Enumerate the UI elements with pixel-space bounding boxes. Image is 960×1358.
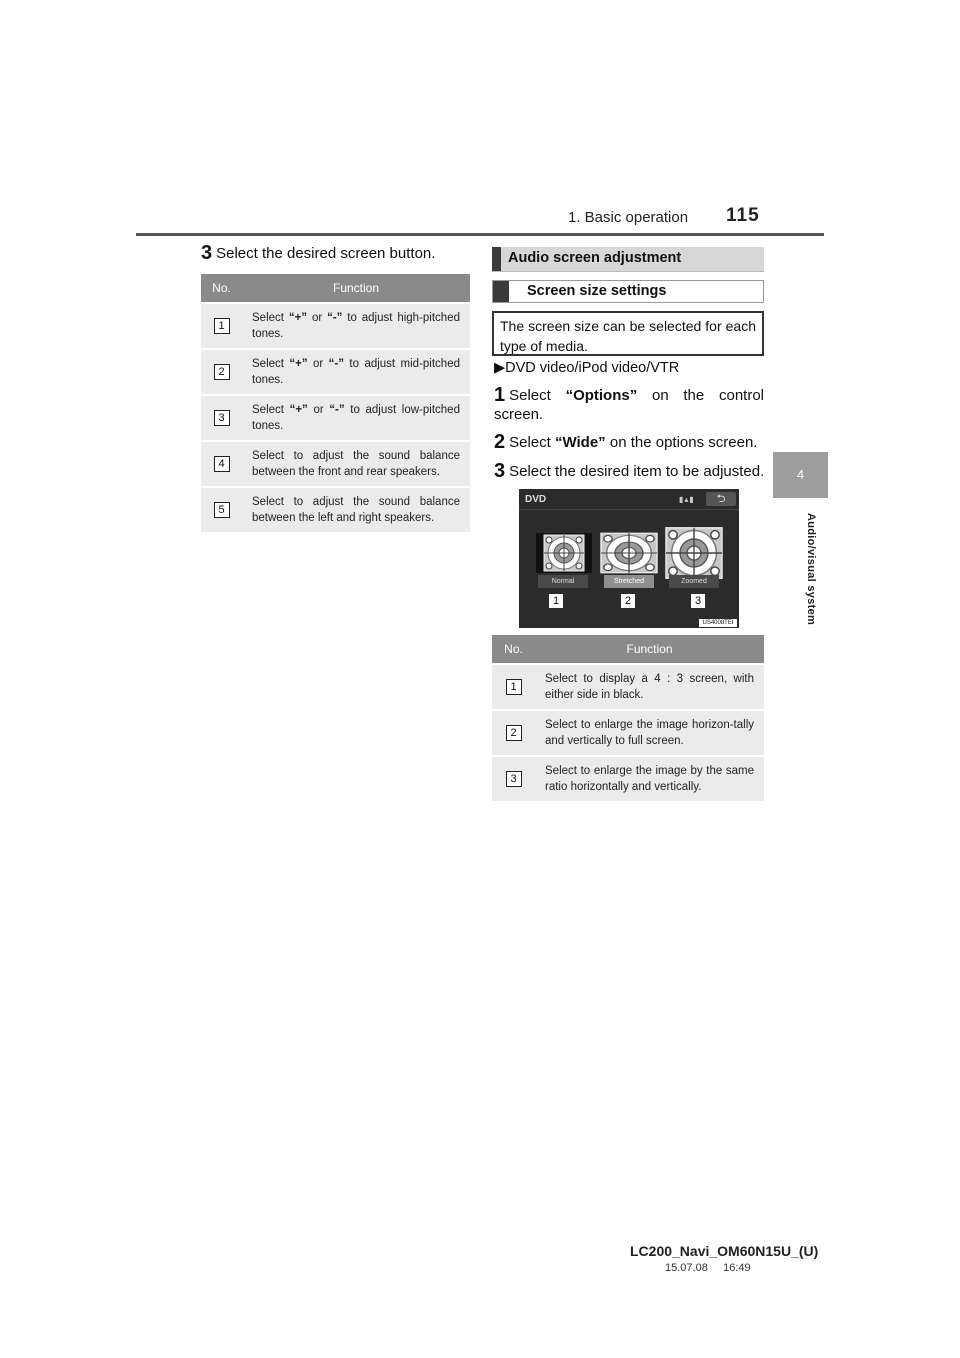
sound-function-table (201, 274, 470, 532)
media-bullet-text: DVD video/iPod video/VTR (505, 360, 680, 376)
row-number: 2 (214, 364, 230, 380)
table-row (492, 756, 764, 801)
col-no-header: No. (201, 274, 242, 303)
status-icons: ▮▴▮ (679, 495, 695, 504)
row-function: Select to enlarge the image by the same ratio horizontally and vertically. (535, 756, 764, 801)
source-label: DVD (525, 494, 547, 505)
header-rule (136, 233, 824, 236)
right-step-3: 3 Select the desired item to be adjusted. (494, 460, 765, 482)
table-row (201, 303, 470, 349)
row-function: Select to enlarge the image horizon-tally and vertically to full screen. (535, 710, 764, 756)
table-row (201, 441, 470, 487)
subsection-heading (492, 280, 764, 303)
step-number: 1 (494, 384, 506, 406)
row-number: 5 (214, 502, 230, 518)
right-step-2: 2 Select “Wide” on the options screen. (494, 431, 758, 453)
row-function: Select to adjust the sound balance between the front and rear speakers. (242, 441, 470, 487)
screen-size-table (492, 635, 764, 801)
section-title: 1. Basic operation (568, 209, 689, 226)
row-number: 4 (214, 456, 230, 472)
right-step-1: 1 Select “Options” on the control screen. (494, 384, 765, 423)
callout-2: 2 (621, 594, 635, 608)
col-no-header: No. (492, 635, 535, 664)
chapter-tab (773, 452, 828, 498)
row-number: 2 (506, 725, 522, 741)
document-id: LC200_Navi_OM60N15U_(U) (630, 1243, 819, 1259)
zoomed-button[interactable]: Zoomed (669, 575, 719, 588)
zoomed-preview (666, 528, 722, 578)
table-row (492, 710, 764, 756)
section-heading (492, 247, 764, 272)
back-icon: ⮌ (706, 492, 736, 506)
screen-size-screenshot (519, 489, 739, 628)
left-step (201, 244, 435, 263)
heading-marker (492, 247, 501, 271)
col-function-header: Function (242, 274, 470, 303)
subheading-marker (493, 281, 509, 302)
row-function: Select to display a 4 : 3 screen, with either side in black. (535, 664, 764, 710)
normal-preview (536, 533, 592, 573)
table-row (201, 349, 470, 395)
section-heading-text: Audio screen adjustment (508, 250, 682, 266)
row-number: 3 (214, 410, 230, 426)
step-number: 3 (201, 242, 213, 264)
step-number: 2 (494, 431, 506, 453)
row-number: 1 (506, 679, 522, 695)
row-function: Select “+” or “-” to adjust low-pitched tones. (242, 395, 470, 441)
normal-button[interactable]: Normal (538, 575, 588, 588)
print-timestamp: 15.07.08 16:49 (665, 1262, 751, 1274)
media-bullet (494, 360, 679, 376)
step-number: 3 (494, 460, 506, 482)
row-function: Select to adjust the sound balance between the left and right speakers. (242, 487, 470, 532)
stretched-preview (601, 533, 657, 573)
row-number: 1 (214, 318, 230, 334)
figure-code: US4008TEI (699, 619, 737, 627)
row-function: Select “+” or “-” to adjust mid-pitched tones. (242, 349, 470, 395)
info-note: The screen size can be selected for each type of media. (492, 311, 764, 356)
chapter-number: 4 (796, 467, 805, 482)
subsection-heading-text: Screen size settings (527, 283, 667, 299)
page-number: 115 (726, 205, 760, 226)
table-row (201, 395, 470, 441)
triangle-bullet-icon: ▶ (494, 360, 506, 376)
stretched-button[interactable]: Stretched (604, 575, 654, 588)
table-row (201, 487, 470, 532)
row-number: 3 (506, 771, 522, 787)
step-text: Select the desired screen button. (216, 245, 436, 262)
callout-1: 1 (549, 594, 563, 608)
chapter-label: Audio/visual system (805, 513, 817, 626)
table-row (492, 664, 764, 710)
callout-3: 3 (691, 594, 705, 608)
col-function-header: Function (535, 635, 764, 664)
row-function: Select “+” or “-” to adjust high-pitched tones. (242, 303, 470, 349)
